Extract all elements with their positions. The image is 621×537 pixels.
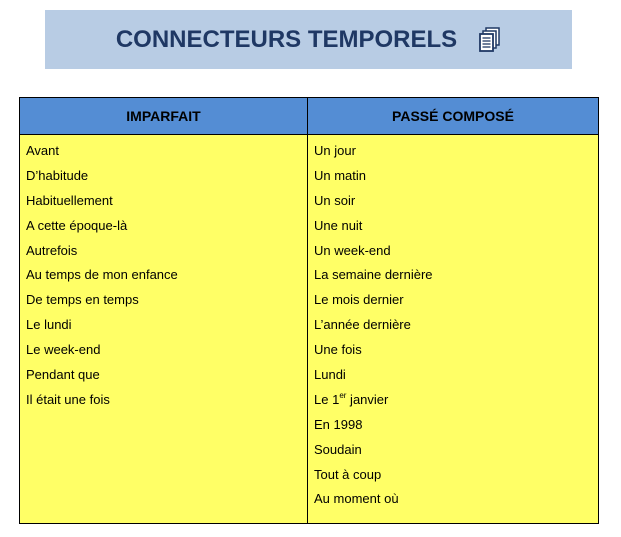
- column-header-passe-compose: PASSÉ COMPOSÉ: [308, 98, 599, 135]
- list-item: Une fois: [314, 342, 362, 358]
- list-item: Un matin: [314, 167, 367, 183]
- list-item: La semaine dernière: [314, 267, 433, 283]
- title-banner: [45, 10, 572, 69]
- passe-compose-list: [314, 141, 598, 514]
- list-item: D’habitude: [26, 167, 89, 183]
- table-header-row: [20, 98, 599, 135]
- list-item: Soudain: [314, 441, 362, 457]
- connectors-table: [19, 97, 599, 524]
- page-title: CONNECTEURS TEMPORELS: [115, 25, 458, 53]
- list-item: Le week-end: [26, 342, 101, 358]
- list-item: Un week-end: [314, 242, 391, 258]
- list-item: Au temps de mon enfance: [26, 267, 178, 283]
- list-item: Un jour: [314, 143, 356, 158]
- list-item: Une nuit: [314, 217, 363, 233]
- imparfait-list: [26, 141, 307, 415]
- list-item: En 1998: [314, 416, 363, 432]
- list-item: Il était une fois: [26, 391, 110, 407]
- list-item: Autrefois: [26, 242, 78, 258]
- list-item: Lundi: [314, 367, 346, 383]
- list-item: Pendant que: [26, 367, 100, 383]
- imparfait-cell: [20, 135, 308, 524]
- list-item: Tout à coup: [314, 466, 382, 482]
- list-item: Le mois dernier: [314, 292, 404, 308]
- list-item: Le 1er janvier: [314, 390, 389, 407]
- passe-compose-cell: [308, 135, 599, 524]
- list-item: Au moment où: [314, 491, 399, 507]
- list-item: Un soir: [314, 192, 356, 208]
- list-item: Habituellement: [26, 192, 113, 208]
- documents-icon: [479, 27, 501, 53]
- list-item: Avant: [26, 143, 60, 158]
- list-item: L’année dernière: [314, 317, 411, 333]
- list-item: A cette époque-là: [26, 217, 128, 233]
- list-item: De temps en temps: [26, 292, 139, 308]
- list-item: Le lundi: [26, 317, 72, 333]
- table-body-row: [20, 135, 599, 524]
- column-header-imparfait: IMPARFAIT: [20, 98, 308, 135]
